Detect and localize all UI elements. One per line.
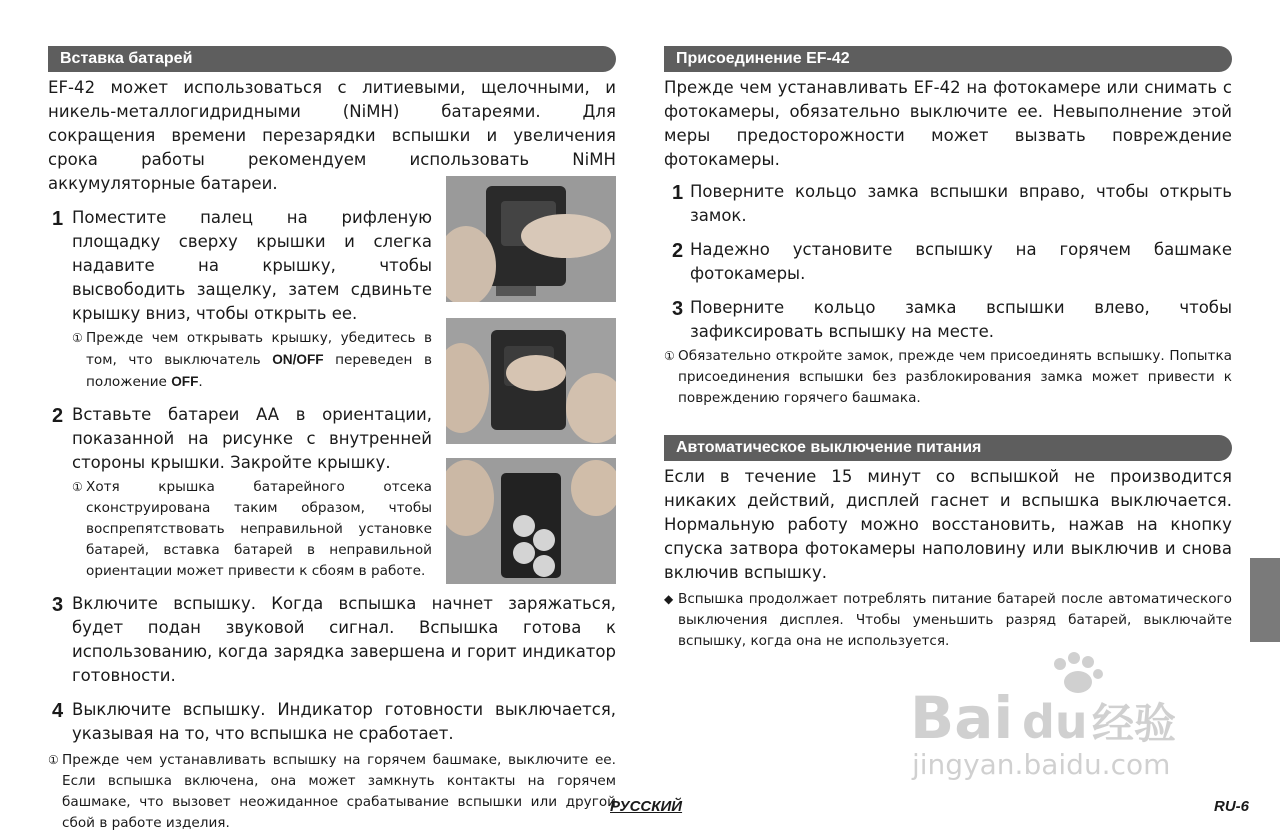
lock-caution: ① Обязательно откройте замок, прежде чем присоединять вспышку. Попытка присоединения вспышки без разблокирования замка может привести к повреждению горячего башмака.: [664, 348, 1232, 406]
step-text: Поместите палец на рифленую площадку сверху крышки и слегка надавите на крышку, чтобы высвободить защелку, затем сдвиньте крышку вниз, чтобы открыть ее.: [72, 208, 432, 323]
watermark-url: jingyan.baidu.com: [912, 748, 1171, 780]
section-header-attach: Присоединение EF-42: [664, 46, 1232, 72]
photo-slide-cover: [446, 318, 616, 444]
step-number: 4: [52, 700, 64, 722]
step-text: Поверните кольцо замка вспышки влево, чтобы зафиксировать вспышку на месте.: [690, 298, 1232, 341]
step-text: Поверните кольцо замка вспышки вправо, чтобы открыть замок.: [690, 182, 1232, 225]
step-number: 1: [52, 208, 64, 230]
attach-step-2: [664, 238, 1232, 286]
hot-shoe-caution: ① Прежде чем устанавливать вспышку на горячем башмаке, выключите ее. Если вспышка включена, она может замкнуть контакты на горячем башмаке, что вызовет неожиданное срабатывание вспышки или другой сбой в работе изделия.: [48, 752, 616, 831]
footer-language: РУССКИЙ: [610, 798, 683, 815]
chapter-tab: [1250, 558, 1280, 642]
step-number: 3: [672, 298, 684, 320]
tip-icon: ◆: [664, 592, 674, 606]
step-text: Вставьте батареи AA в ориентации, показанной на рисунке с внутренней стороны крышки. Закройте крышку.: [72, 405, 432, 472]
step-number: 2: [672, 240, 684, 262]
step-1-caution: ① Прежде чем открывать крышку, убедитесь в том, что выключатель ON/OFF переведен в положение OFF.: [72, 330, 432, 390]
step-text: Выключите вспышку. Индикатор готовности выключается, указывая на то, что вспышка не сработает.: [72, 700, 616, 743]
page-number: RU-6: [1214, 798, 1250, 815]
attach-step-1: [664, 180, 1232, 228]
caution-icon: ①: [72, 480, 83, 494]
watermark-text-2: du: [1022, 695, 1088, 749]
section-header-auto-off: Автоматическое выключение питания: [664, 435, 1232, 461]
switch-label: ON/OFF: [272, 352, 324, 367]
step-number: 1: [672, 182, 684, 204]
section-header-battery: Вставка батарей: [48, 46, 616, 72]
position-label: OFF: [171, 374, 199, 389]
step-text: Включите вспышку. Когда вспышка начнет заряжаться, будет подан звуковой сигнал. Вспышка готова к использованию, когда зарядка завершена и горит индикатор готовности.: [72, 594, 616, 685]
auto-off-tip: ◆ Вспышка продолжает потреблять питание батарей после автоматического выключения дисплея. Чтобы уменьшить разряд батарей, выключайте вспышку, когда она не используется.: [664, 591, 1232, 649]
right-column: [664, 46, 1232, 652]
step-3: [48, 592, 616, 688]
attach-steps: [664, 180, 1232, 344]
caution-icon: ①: [72, 331, 83, 345]
step-text: Надежно установите вспышку на горячем башмаке фотокамеры.: [690, 240, 1232, 283]
baidu-watermark: [910, 650, 1210, 780]
step-number: 3: [52, 594, 64, 616]
caution-icon: ①: [664, 349, 675, 363]
watermark-text-3: 经验: [1092, 699, 1177, 748]
watermark-text-1: Bai: [910, 684, 1014, 752]
attach-intro: Прежде чем устанавливать EF-42 на фотокамере или снимать с фотокамеры, обязательно выключите ее. Невыполнение этой меры предосторожности может вызвать повреждение фотокамеры.: [664, 78, 1232, 169]
step-4: [48, 698, 616, 746]
auto-off-intro: Если в течение 15 минут со вспышкой не производится никаких действий, дисплей гаснет и вспышка выключается. Нормальную работу можно восстановить, нажав на кнопку спуска затвора фотокамеры наполовину или выключив и снова включив вспышку.: [664, 467, 1232, 582]
step-number: 2: [52, 405, 64, 427]
step-2-caution: ① Хотя крышка батарейного отсека сконструирована таким образом, чтобы воспрепятствовать неправильной установке батарей, вставка батарей в неправильной ориентации может привести к сбоям в работе.: [72, 479, 432, 579]
battery-intro: EF-42 может использоваться с литиевыми, щелочными, и никель-металлогидридными (NiMH) батареями. Для сокращения времени перезарядки вспышки и увеличения срока работы рекомендуем использовать NiMH аккумуляторные батареи.: [48, 78, 616, 193]
photo-batteries: [446, 458, 616, 584]
attach-step-3: [664, 296, 1232, 344]
photo-open-cover: [446, 176, 616, 302]
caution-icon: ①: [48, 753, 59, 767]
